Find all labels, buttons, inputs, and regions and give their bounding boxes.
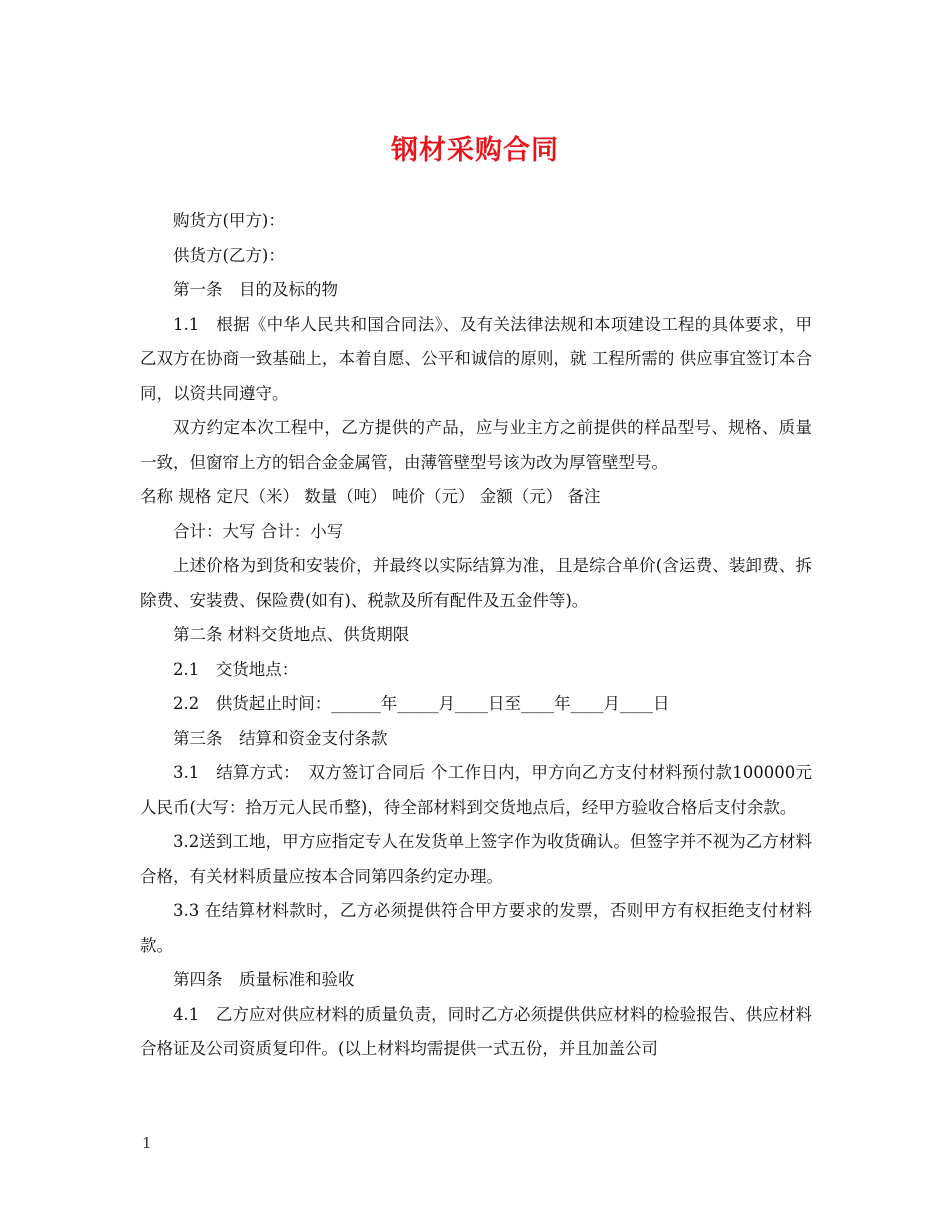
document-title: 钢材采购合同 <box>391 135 559 166</box>
table-header-line: 名称 规格 定尺（米） 数量（吨） 吨价（元） 金额（元） 备注 <box>140 487 601 506</box>
paragraph-3-3: 3.3 在结算材料款时，乙方必须提供符合甲方要求的发票，否则甲方有权拒绝支付材料款。 <box>140 901 812 955</box>
paragraph-2-1: 2.1 交货地点： <box>173 659 299 679</box>
paragraph-1-1: 1.1 根据《中华人民共和国合同法》、及有关法律法规和本项建设工程的具体要求，甲乙双方在协商一致基础上，本着自愿、公平和诚信的原则，就 工程所需的 供应事宜签订本合同，以资共同遵守。 <box>140 314 812 403</box>
section-heading-2: 第二条 材料交货地点、供货期限 <box>173 625 410 644</box>
paragraph-buyer: 购货方(甲方)： <box>173 211 285 230</box>
paragraph-4-1: 4.1 乙方应对供应材料的质量负责，同时乙方必须提供供应材料的检验报告、供应材料合格证及公司资质复印件。(以上材料均需提供一式五份，并且加盖公司 <box>140 1004 812 1058</box>
total-line: 合计：大写 合计：小写 <box>173 521 344 541</box>
paragraph-supplier: 供货方(乙方)： <box>173 245 285 265</box>
section-heading-1: 第一条 目的及标的物 <box>173 280 338 299</box>
paragraph-price-note: 上述价格为到货和安装价，并最终以实际结算为准，且是综合单价(含运费、装卸费、拆除费、安装费、保险费(如有)、税款及所有配件及五金件等)。 <box>140 556 812 610</box>
section-heading-4: 第四条 质量标准和验收 <box>173 970 355 989</box>
section-heading-3: 第三条 结算和资金支付条款 <box>173 728 388 748</box>
paragraph-2-2: 2.2 供货起止时间：______年_____月____日至____年____月____日 <box>173 694 670 713</box>
paragraph-3-1: 3.1 结算方式： 双方签订合同后 个工作日内，甲方向乙方支付材料预付款100000元人民币(大写：拾万元人民币整)，待全部材料到交货地点后，经甲方验收合格后支付余款。 <box>140 763 812 817</box>
paragraph-3-2: 3.2送到工地，甲方应指定专人在发货单上签字作为收货确认。但签字并不视为乙方材料合格，有关材料质量应按本合同第四条约定办理。 <box>140 832 812 886</box>
document-body <box>140 204 812 1067</box>
page-number: 1 <box>142 1134 152 1152</box>
paragraph-agreement: 双方约定本次工程中，乙方提供的产品，应与业主方之前提供的样品型号、规格、质量一致，但窗帘上方的铝合金金属管，由薄管壁型号该为改为厚管壁型号。 <box>140 418 812 472</box>
